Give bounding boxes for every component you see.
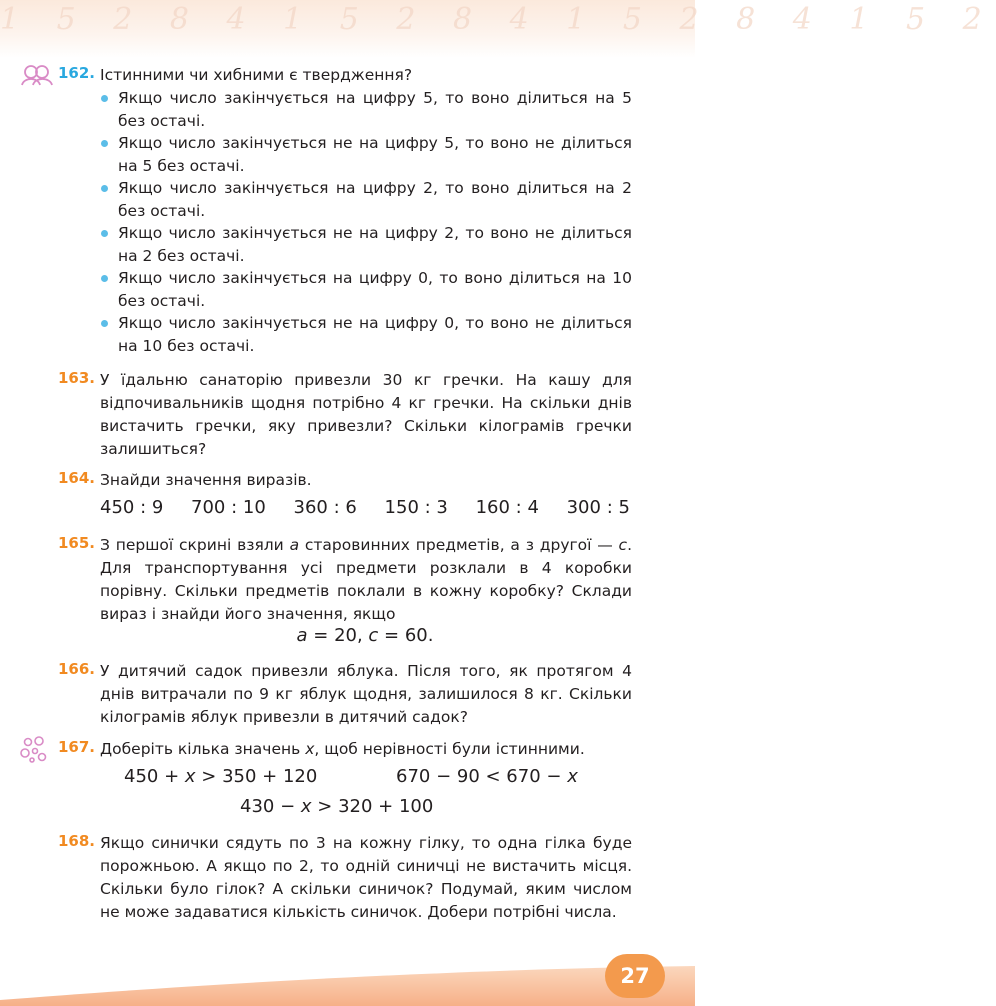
statement-list: [100, 87, 632, 357]
task-number: 166.: [58, 660, 96, 678]
list-item: Якщо число закінчується на цифру 2, то воно ділиться на 2 без остачі.: [100, 177, 632, 222]
background-digits: 1 5 2 8 4 1 5 2 8 4 1 5 2 8 4 1 5 2: [0, 2, 996, 37]
task-text: У їдальню санаторію привезли 30 кг гречки. На кашу для відпочивальників щодня потрібно 4 кг гречки. На скільки днів вистачить гречки, яку привезли? Скільки кілограмів гречки залишиться?: [100, 371, 632, 458]
task-number: 168.: [58, 832, 96, 850]
expression: 360 : 6: [293, 497, 357, 518]
expression: 300 : 5: [566, 497, 630, 518]
expression: 160 : 4: [475, 497, 539, 518]
task-text: Якщо синички сядуть по 3 на кожну гілку, то одна гілка буде порожньою. А якщо по 2, то одній синичці не вистачить місця. Скільки було гілок? А скільки синичок? Подумай, яким числом не може задаватися кількість синичок. Добери потрібні числа.: [100, 834, 632, 921]
creative-task-icon: [20, 736, 48, 764]
task-number: 164.: [58, 469, 96, 487]
list-item: Якщо число закінчується не на цифру 2, то воно не ділиться на 2 без остачі.: [100, 222, 632, 267]
task-text: З першої скрині взяли а старовинних предметів, а з другої — с. Для транспортування усі предмети розклали в 4 коробки порівну. Скільки предметів поклали в кожну коробку? Склади вираз і знайди його значення, якщо: [100, 536, 633, 623]
expression-row: [100, 497, 630, 518]
inequality-2: 670 − 90 < 670 − х: [396, 766, 578, 787]
list-item: Якщо число закінчується не на цифру 0, то воно не ділиться на 10 без остачі.: [100, 312, 632, 357]
variable-values: а = 20, с = 60.: [296, 625, 434, 646]
task-text: У дитячий садок привезли яблука. Після того, як протягом 4 днів витрачали по 9 кг яблук щодня, залишилося 8 кг. Скільки кілограмів яблук привезли в дитячий садок?: [100, 662, 632, 726]
expression: 450 : 9: [100, 497, 164, 518]
task-number: 165.: [58, 534, 96, 552]
list-item: Якщо число закінчується на цифру 0, то воно ділиться на 10 без остачі.: [100, 267, 632, 312]
variable-a: а: [289, 536, 300, 554]
variable-x: х: [305, 740, 315, 758]
pair-work-icon: [20, 64, 54, 86]
task-text: Знайди значення виразів.: [100, 471, 312, 489]
inequality-3: 430 − х > 320 + 100: [240, 796, 434, 817]
inequality-1: 450 + х > 350 + 120: [124, 766, 318, 787]
variable-c: с: [618, 536, 628, 554]
task-number: 163.: [58, 369, 96, 387]
task-number: 167.: [58, 738, 96, 756]
page-number-badge: 27: [605, 954, 665, 998]
task-question: Істинними чи хибними є твердження?: [100, 66, 413, 84]
expression: 700 : 10: [191, 497, 266, 518]
task-number: 162.: [58, 64, 96, 82]
list-item: Якщо число закінчується не на цифру 5, то воно не ділиться на 5 без остачі.: [100, 132, 632, 177]
task-text: Доберіть кілька значень х, щоб нерівності були істинними.: [100, 740, 585, 758]
list-item: Якщо число закінчується на цифру 5, то воно ділиться на 5 без остачі.: [100, 87, 632, 132]
bottom-wave-decor: [0, 956, 695, 1006]
expression: 150 : 3: [384, 497, 448, 518]
